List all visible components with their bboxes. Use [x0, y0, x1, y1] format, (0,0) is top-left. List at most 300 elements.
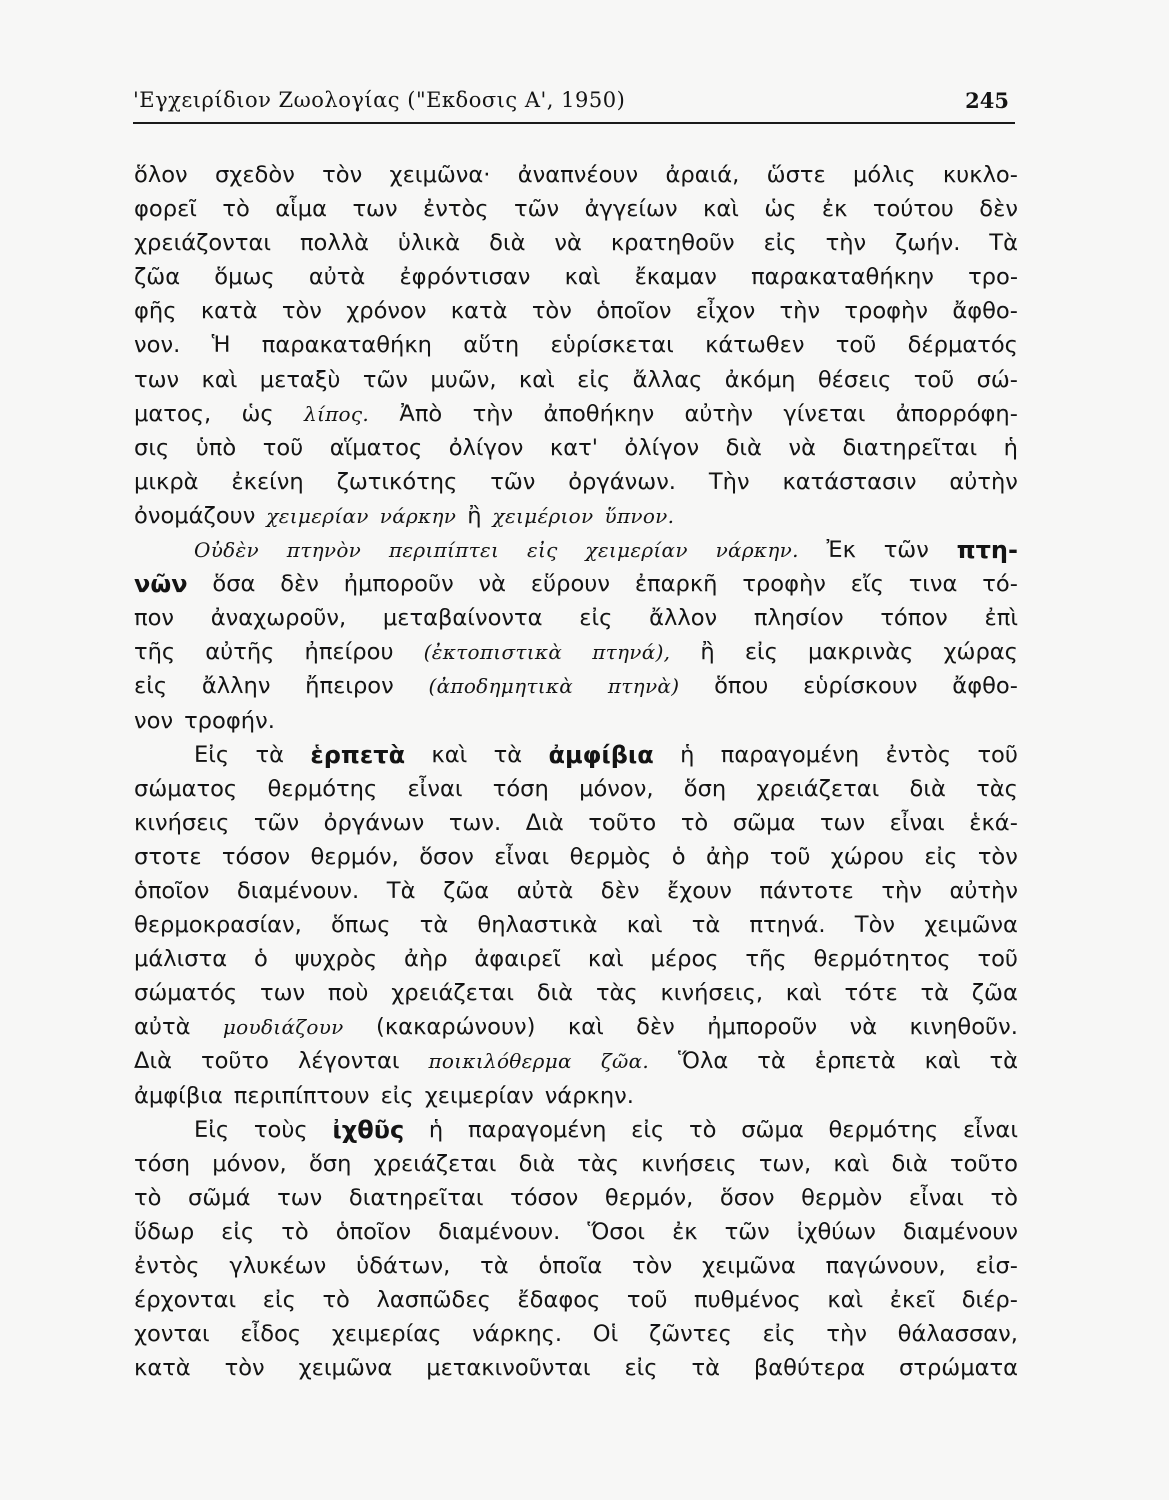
word: μεταξὺ [259, 366, 341, 393]
word: περιπίπτουν [233, 1082, 370, 1109]
word: ὅμως [214, 264, 275, 291]
word: Τὰ [386, 877, 416, 904]
word: χρειάζονται [134, 230, 272, 257]
word: τοῦ [262, 434, 304, 461]
word: τῶν [490, 468, 536, 495]
word: πτηνά. [749, 912, 826, 939]
word: τινα [908, 571, 958, 598]
word: εἰς [924, 843, 958, 870]
word: εἰς [631, 1116, 665, 1143]
word: τῆς [134, 639, 176, 666]
word: αὐτὴν [684, 400, 754, 427]
word: διατηρεῖται [842, 434, 978, 461]
text-line [134, 635, 1018, 669]
word: τοῦτο [950, 1150, 1018, 1177]
text-line [134, 601, 1018, 635]
text-line [134, 669, 1018, 703]
word: τὸν [322, 162, 363, 188]
word: παγώνουν, [825, 1253, 946, 1279]
word: ἀπορρόφη- [895, 400, 1018, 427]
word: εἶδος [240, 1321, 302, 1348]
word: ἡ [1003, 434, 1018, 461]
word: κρατηθοῦν [610, 230, 735, 257]
word: νὰ [478, 571, 507, 598]
word: τὴν [881, 877, 922, 904]
word: αὐτὰ [516, 877, 574, 904]
word: τῶν [253, 809, 300, 836]
word: κινήσεις [134, 809, 230, 836]
text-line [134, 874, 1018, 908]
word: εὕρουν [530, 571, 610, 598]
word: αὐτῆς [205, 639, 275, 666]
word: χώρας [943, 639, 1018, 666]
word: των [819, 809, 866, 836]
word: βαθύτερα [753, 1355, 866, 1382]
word: τὸ [322, 1287, 350, 1314]
word: καὶ [827, 1287, 864, 1314]
word: αἷμα [275, 196, 328, 223]
word: τόσον [510, 1184, 579, 1211]
word: ἄλλον [649, 605, 718, 632]
word: των. [448, 809, 502, 836]
word: ὑδάτων, [356, 1253, 451, 1279]
word: παρακαταθήκην [751, 264, 934, 291]
word: διαμένουν [902, 1218, 1018, 1245]
word: χειμῶνα· [389, 162, 491, 188]
word: τοῦτο [588, 809, 657, 836]
word: εἰς [579, 605, 613, 632]
word: μόλις [853, 162, 916, 188]
word: νὰ [788, 434, 816, 461]
word: τότε [844, 980, 898, 1007]
word: ἔδαφος [517, 1287, 601, 1314]
text-line [134, 294, 1018, 328]
word: εἰσ- [975, 1253, 1018, 1279]
word: ἀὴρ [705, 843, 750, 870]
word: ἀναχωροῦν, [210, 605, 347, 632]
word: ἠμποροῦν [707, 1014, 818, 1041]
word: των, [758, 1150, 812, 1177]
word: διὰ [536, 980, 574, 1007]
word: πολλὰ [299, 230, 369, 257]
word: τὰ [480, 1253, 509, 1279]
word: ὁποῖα [538, 1253, 603, 1279]
word: τὸ [222, 196, 250, 223]
word: μάλιστα [134, 946, 228, 973]
text-line [134, 1010, 1018, 1044]
word: ἠπείρου [304, 639, 394, 666]
word: μετακινοῦνται [426, 1355, 591, 1382]
word: ἀὴρ [403, 946, 448, 973]
word: ζωήν. [895, 230, 961, 257]
word: τὰς [577, 1150, 620, 1177]
word: κατ' [549, 434, 598, 461]
word: μυῶν, [430, 366, 497, 393]
text-line [134, 806, 1018, 840]
word: χειμῶνα [924, 912, 1018, 939]
word: γλυκέων [229, 1253, 327, 1279]
word: ὀλίγον [624, 434, 700, 461]
word: θηλαστικὰ [477, 912, 598, 939]
word: τούτου [872, 196, 954, 223]
word: καὶ [626, 912, 663, 939]
word: ὅσον [719, 1184, 775, 1211]
word: ὁποῖον [335, 1218, 412, 1245]
word: μόνον, [579, 775, 654, 802]
text-line [134, 1249, 1018, 1283]
text-line [134, 1283, 1018, 1317]
word: κυκλο- [942, 162, 1018, 188]
word: ἐκ [672, 1218, 698, 1245]
italic-word: χειμερίαν [266, 503, 369, 528]
word: φορεῖ [134, 196, 197, 223]
word: δὲν [979, 196, 1018, 223]
word: θερμὸς [569, 843, 652, 870]
text-line [134, 431, 1018, 465]
bold-term: ἰχθῦς [332, 1115, 405, 1144]
word: τοῦ [977, 741, 1018, 768]
word: τροφήν. [184, 707, 275, 734]
word: ἐντὸς [423, 196, 489, 223]
word: ἑρπετὰ [814, 1048, 896, 1075]
word: ἐντὸς [885, 741, 952, 768]
word: Εἰς [194, 741, 230, 768]
word: τὰ [419, 912, 449, 939]
word: ὑπὸ [195, 434, 237, 461]
word: νον. [134, 332, 181, 359]
word: ὅσον [419, 843, 474, 870]
word: ἀμφίβια [134, 1082, 223, 1109]
word: σῶμα [741, 1116, 804, 1143]
word: καὶ [924, 1048, 961, 1075]
word: ὀλίγον [448, 434, 524, 461]
word: τὸν [531, 298, 572, 325]
word: θερμὸν [801, 1184, 883, 1211]
word: ὕδωρ [134, 1218, 195, 1245]
italic-word: χειμερίαν [585, 538, 688, 563]
word: ὥστε [766, 162, 826, 188]
word: διὰ [725, 434, 762, 461]
word: κάτωθεν [705, 332, 805, 359]
word: Διὰ [525, 809, 564, 836]
word: χειμερίαν [424, 1082, 534, 1109]
word: νον [134, 707, 174, 734]
word: νάρκην. [544, 1082, 634, 1109]
word: ζωτικότης [336, 468, 458, 495]
word: τὰς [976, 775, 1018, 802]
word: τὴν [826, 1321, 867, 1348]
word: εἰς [577, 366, 611, 393]
word: καὶ [518, 366, 555, 393]
word: εἶναι [908, 1184, 964, 1211]
word: ὁ [253, 946, 268, 973]
word: θέσεις [817, 366, 892, 393]
word: ἀναπνέουν [517, 162, 639, 188]
header-title: 'Εγχειρίδιον Ζωολογίας ("Εκδοσις Α', 1950) [133, 88, 626, 112]
text-line [134, 260, 1018, 294]
word: τροφὴν [742, 571, 826, 598]
text-line [134, 363, 1018, 397]
word: τοῦ [626, 1287, 668, 1314]
word: ἠμποροῦν [343, 571, 454, 598]
word: μικρὰ [134, 468, 199, 495]
word: ἔκαμαν [634, 264, 717, 291]
word: θερμότης [267, 775, 378, 802]
word: αὐτὴν [949, 468, 1018, 495]
word: σώματος [134, 775, 238, 802]
word: ὅπως [330, 912, 391, 939]
word: ὅση [683, 775, 727, 802]
word: διὰ [518, 1150, 556, 1177]
word: (κακαρώνουν) [376, 1014, 536, 1041]
text-line [134, 192, 1018, 226]
text-line [134, 226, 1018, 260]
italic-word: νάρκην [379, 503, 457, 528]
italic-word: ζῶα. [600, 1049, 650, 1074]
word: τὸν [977, 843, 1018, 870]
word: ἐντὸς [134, 1253, 200, 1279]
text-line [134, 976, 1018, 1010]
word: Τὸν [854, 912, 896, 939]
word: τὰ [920, 980, 949, 1007]
word: παρακαταθήκη [261, 332, 432, 359]
word: ἤπειρον [305, 673, 394, 700]
word: ἐκείνη [231, 468, 304, 495]
text-line [134, 499, 1018, 533]
word: τὰς [595, 980, 638, 1007]
word: τόπον [880, 605, 948, 632]
text-line [134, 465, 1018, 499]
word: εἶναι [889, 809, 945, 836]
word: παραγομένη [467, 1116, 607, 1143]
italic-word: (ἀποδημητικὰ [428, 674, 574, 699]
word: δὲν [600, 877, 640, 904]
word: τοὺς [253, 1116, 308, 1143]
word: ἑκά- [969, 809, 1018, 836]
word: σχεδὸν [214, 162, 295, 188]
word: στοτε [134, 843, 202, 870]
word: καὶ [833, 1150, 870, 1177]
word: τὰ [691, 1355, 720, 1382]
text-line [134, 738, 1018, 772]
word: κατάστασιν [782, 468, 917, 495]
word: χρειάζεται [391, 980, 514, 1007]
word: αὐτὰ [134, 1014, 191, 1041]
text-line [134, 328, 1018, 362]
text-line [134, 1113, 1018, 1147]
word: χώρου [830, 843, 904, 870]
word: των [134, 366, 180, 393]
word: Ἐκ [826, 537, 856, 564]
word: εἰς [763, 230, 797, 257]
word: ἔχουν [667, 877, 732, 904]
word: εἶναι [407, 775, 463, 802]
word: τῶν [362, 366, 409, 393]
word: ἐφρόντισαν [399, 264, 531, 291]
word: χρειάζεται [756, 775, 880, 802]
word: ὁ [671, 843, 686, 870]
word: θάλασσαν, [897, 1321, 1018, 1348]
word: χρόνον [346, 298, 427, 325]
word: τῶν [513, 196, 560, 223]
word: τόση [134, 1150, 191, 1177]
word: τροφὴν [844, 298, 928, 325]
word: Ἡ [211, 332, 231, 359]
italic-word: νάρκην. [715, 538, 799, 563]
text-line [134, 1147, 1018, 1181]
text-line [134, 840, 1018, 874]
word: εὑρίσκεται [550, 332, 674, 359]
word: ἄλλας [632, 366, 703, 393]
word: κατὰ [134, 1355, 191, 1382]
word: τὸ [990, 1184, 1018, 1211]
word: θερμότητος [813, 946, 951, 973]
text-line [134, 1351, 1018, 1385]
italic-word: χειμέριον [492, 503, 594, 528]
word: δέρματός [907, 332, 1018, 359]
word: καὶ [201, 366, 238, 393]
word: εἰς [624, 1355, 658, 1382]
word: σώματός [134, 980, 238, 1007]
word: αὐτὰ [308, 264, 366, 291]
word: μόνον, [212, 1150, 287, 1177]
word: τρο- [968, 264, 1018, 291]
text-line [134, 1181, 1018, 1215]
word: μέρος [650, 946, 719, 973]
word: ἐπαρκῆ [634, 571, 718, 598]
word: ὀργάνων. [568, 468, 676, 495]
word: ὀργάνων [323, 809, 425, 836]
word: καὶ [703, 196, 739, 223]
word: χειμερίας [331, 1321, 442, 1348]
text-line [134, 567, 1018, 601]
word: τὸ [689, 1116, 717, 1143]
word: θερμοκρασίαν, [134, 912, 302, 939]
word: εἰς [744, 639, 778, 666]
word: πλησίον [753, 605, 844, 632]
word: ἢ [700, 639, 715, 666]
word: εἴς [850, 571, 884, 598]
word: ἀφαιρεῖ [474, 946, 561, 973]
text-line [134, 908, 1018, 942]
word: καὶ [567, 1014, 604, 1041]
text-line [134, 397, 1018, 431]
word: ἐπὶ [984, 605, 1018, 632]
word: πάντοτε [759, 877, 854, 904]
word: λέγονται [297, 1048, 400, 1075]
word: νὰ [849, 1014, 878, 1041]
word: ὁποῖον [134, 877, 210, 904]
word: ἄφθο- [952, 298, 1018, 325]
word: τὴν [472, 400, 514, 427]
italic-word: λίπος. [303, 401, 370, 426]
word: τὰ [493, 741, 523, 768]
text-line [134, 942, 1018, 976]
word: τὰ [691, 912, 721, 939]
word: τὰ [255, 741, 285, 768]
bold-term: νῶν [134, 570, 188, 599]
word: ὁποῖον [596, 298, 672, 325]
word: σώ- [976, 366, 1018, 393]
word: παραγομένη [720, 741, 860, 768]
word: στρώματα [899, 1355, 1018, 1382]
italic-word: πτηνὸν [286, 538, 362, 563]
word: ὅλον [134, 162, 188, 188]
text-line [134, 772, 1018, 806]
word: τῶν [883, 537, 929, 564]
word: αἵματος [329, 434, 423, 461]
word: τὸν [224, 1355, 265, 1382]
word: Ὅλα [678, 1048, 729, 1075]
word: χρειάζεται [373, 1150, 497, 1177]
word: τῶν [724, 1218, 770, 1245]
text-line [134, 1044, 1018, 1078]
word: κατὰ [200, 298, 258, 325]
word: τὰ [757, 1048, 786, 1075]
word: τὰ [989, 1048, 1018, 1075]
word: διατηρεῖται [348, 1184, 484, 1211]
word: ψυχρὸς [294, 946, 378, 973]
word: νάρκης. [472, 1321, 563, 1348]
word: χειμῶνα [702, 1253, 796, 1279]
word: εἶχον [695, 298, 756, 325]
word: εἶναι [494, 843, 550, 870]
word: θερμόν, [310, 843, 399, 870]
word: ὡς [764, 196, 797, 223]
word: Τὴν [708, 468, 750, 495]
word: χειμῶνα [298, 1355, 393, 1382]
italic-word: πτηνὰ) [607, 674, 680, 699]
word: ἀκόμη [724, 366, 796, 393]
word: ἀραιά, [665, 162, 740, 188]
word: τὴν [779, 298, 821, 325]
word: εἰς [762, 1321, 796, 1348]
word: λασπῶδες [376, 1287, 491, 1314]
bold-term: πτη- [956, 536, 1018, 565]
word: κινήσεις [641, 1150, 737, 1177]
word: πον [134, 605, 175, 632]
text-line [134, 533, 1018, 567]
word: πυθμένος [693, 1287, 801, 1314]
word: εἰς [380, 1082, 414, 1109]
word: τοῦ [913, 366, 955, 393]
word: τόση [492, 775, 549, 802]
word: διαμένουν. [438, 1218, 561, 1245]
word: ζῶα [134, 264, 181, 291]
word: των [352, 196, 398, 223]
word: ὑλικὰ [397, 230, 461, 257]
text-line [134, 1079, 1018, 1113]
italic-word: πτηνά), [592, 640, 671, 665]
word: διέρ- [961, 1287, 1018, 1314]
word: ματος, [134, 400, 212, 427]
word: αὕτη [463, 332, 520, 359]
word: ἀγγείων [584, 196, 678, 223]
word: θερμόν, [604, 1184, 694, 1211]
word: φῆς [134, 298, 177, 325]
word: τοῦ [835, 332, 877, 359]
word: Ἀπὸ [399, 400, 443, 427]
italic-word: Οὐδὲν [194, 538, 259, 563]
word: των [259, 980, 306, 1007]
text-line [134, 1317, 1018, 1351]
word: σῶμα [732, 809, 796, 836]
page-number: 245 [965, 88, 1009, 113]
word: ὡς [241, 400, 274, 427]
word: διὰ [891, 1150, 928, 1177]
word: χονται [134, 1321, 210, 1348]
word: έρχονται [134, 1287, 237, 1314]
